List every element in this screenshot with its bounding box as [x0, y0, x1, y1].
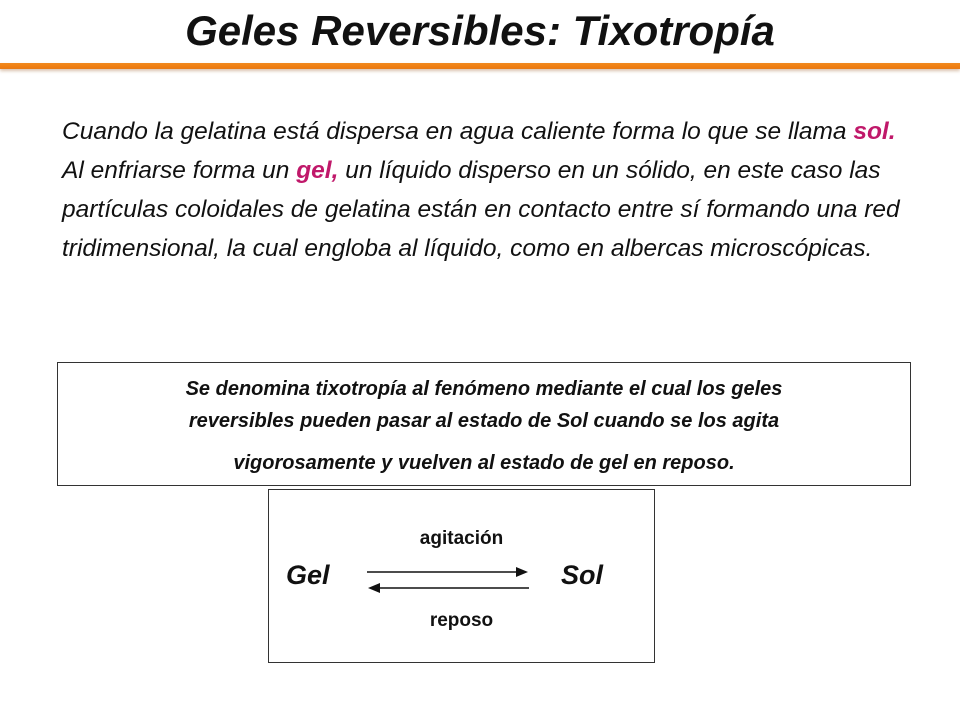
gel-sol-diagram [268, 489, 655, 663]
gel-state-label: Gel [286, 560, 330, 590]
slide-title: Geles Reversibles: Tixotropía [185, 7, 775, 54]
definition-line-1: Se denomina tixotropía al fenómeno mediante el cual los geles [185, 378, 783, 400]
intro-text [62, 112, 942, 268]
sol-state-label: Sol [561, 560, 604, 590]
intro-gel-lead: Al enfriarse forma un [62, 157, 297, 184]
term-gel: gel, [296, 157, 339, 184]
intro-gel-text: un líquido disperso en un sólido, en este caso las partículas coloidales de gelatina están en contacto entre sí formando una red tridimensional, la cual engloba al líquido, como en albercas microscópicas. [62, 157, 900, 262]
intro-paragraph-sol [62, 112, 942, 151]
intro-paragraph-gel [62, 151, 942, 268]
definition-line-3: vigorosamente y vuelven al estado de gel en reposo. [233, 452, 735, 474]
intro-sol-text: Cuando la gelatina está dispersa en agua caliente forma lo que se llama [62, 118, 854, 145]
term-sol: sol. [853, 118, 896, 145]
title-underline [0, 63, 960, 69]
agitation-label: agitación [419, 528, 504, 549]
definition-line-2: reversibles pueden pasar al estado de Sol cuando se los agita [188, 410, 780, 432]
definition-box [57, 362, 911, 486]
rest-label: reposo [429, 610, 494, 631]
equilibrium-arrows-icon [365, 564, 531, 598]
